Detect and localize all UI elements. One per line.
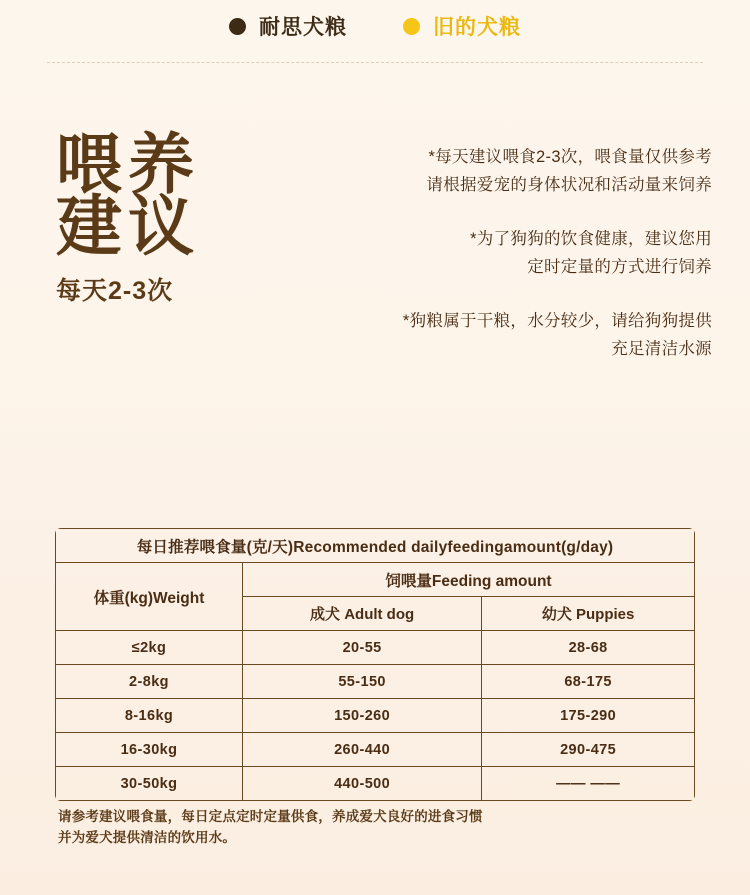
- footnote-line2: 并为爱犬提供清洁的饮用水。: [58, 830, 237, 845]
- table-row: [56, 733, 695, 767]
- cell-weight: 16-30kg: [56, 733, 243, 767]
- feeding-advice-section: [0, 127, 750, 363]
- cell-adult: 55-150: [243, 665, 482, 699]
- table-row: [56, 665, 695, 699]
- cell-weight: 30-50kg: [56, 767, 243, 801]
- cell-weight: 8-16kg: [56, 699, 243, 733]
- cell-puppy: 290-475: [482, 733, 695, 767]
- footnote-line1: 请参考建议喂食量，每日定点定时定量供食，养成爱犬良好的进食习惯: [58, 809, 483, 824]
- cell-puppy: 175-290: [482, 699, 695, 733]
- feeding-advice-list: [318, 133, 750, 363]
- table-row: [56, 631, 695, 665]
- table-title-cell: 每日推荐喂食量(克/天)Recommended dailyfeedingamount(g/day): [56, 529, 695, 563]
- advice-item-line: *每天建议喂食2-3次，喂食量仅供参考: [428, 148, 712, 166]
- cell-adult: 150-260: [243, 699, 482, 733]
- legend-dot-icon: [403, 18, 420, 35]
- feeding-advice-title: [56, 127, 318, 307]
- feeding-table-wrapper: [55, 528, 695, 801]
- advice-item-line: 定时定量的方式进行饲养: [527, 258, 712, 276]
- table-header-row: [56, 529, 695, 563]
- table-row: [56, 767, 695, 801]
- advice-item-line: 请根据爱宠的身体状况和活动量来饲养: [426, 176, 712, 194]
- cell-puppy: —— ——: [482, 767, 695, 801]
- legend-dot-icon: [229, 18, 246, 35]
- page-title-line2: 建议: [56, 189, 200, 263]
- cell-adult: 20-55: [243, 631, 482, 665]
- column-header-weight: 体重(kg)Weight: [56, 563, 243, 631]
- legend-item-new-food: [229, 11, 347, 41]
- page-title-line1: 喂养: [56, 127, 200, 201]
- advice-item-line: *狗粮属于干粮，水分较少，请给狗狗提供: [402, 312, 712, 330]
- cell-adult: 440-500: [243, 767, 482, 801]
- footnote: [58, 806, 483, 848]
- advice-item-line: *为了狗狗的饮食健康，建议您用: [470, 230, 712, 248]
- cell-adult: 260-440: [243, 733, 482, 767]
- table-row: [56, 699, 695, 733]
- page-subtitle: 每天2-3次: [56, 277, 174, 305]
- legend-item-old-food: [403, 11, 521, 41]
- cell-puppy: 28-68: [482, 631, 695, 665]
- legend-label: 耐思犬粮: [259, 16, 347, 39]
- table-subheader-row: [56, 563, 695, 597]
- legend: [0, 0, 750, 46]
- section-divider: [47, 62, 703, 63]
- cell-puppy: 68-175: [482, 665, 695, 699]
- cell-weight: 2-8kg: [56, 665, 243, 699]
- advice-item: [318, 307, 712, 363]
- legend-label: 旧的犬粮: [433, 16, 521, 39]
- column-header-amount: 饲喂量Feeding amount: [243, 563, 695, 597]
- column-header-puppy: 幼犬 Puppies: [482, 597, 695, 631]
- advice-item: [318, 143, 712, 199]
- advice-item-line: 充足清洁水源: [611, 340, 712, 358]
- advice-item: [318, 225, 712, 281]
- cell-weight: ≤2kg: [56, 631, 243, 665]
- column-header-adult: 成犬 Adult dog: [243, 597, 482, 631]
- feeding-amount-table: [55, 528, 695, 801]
